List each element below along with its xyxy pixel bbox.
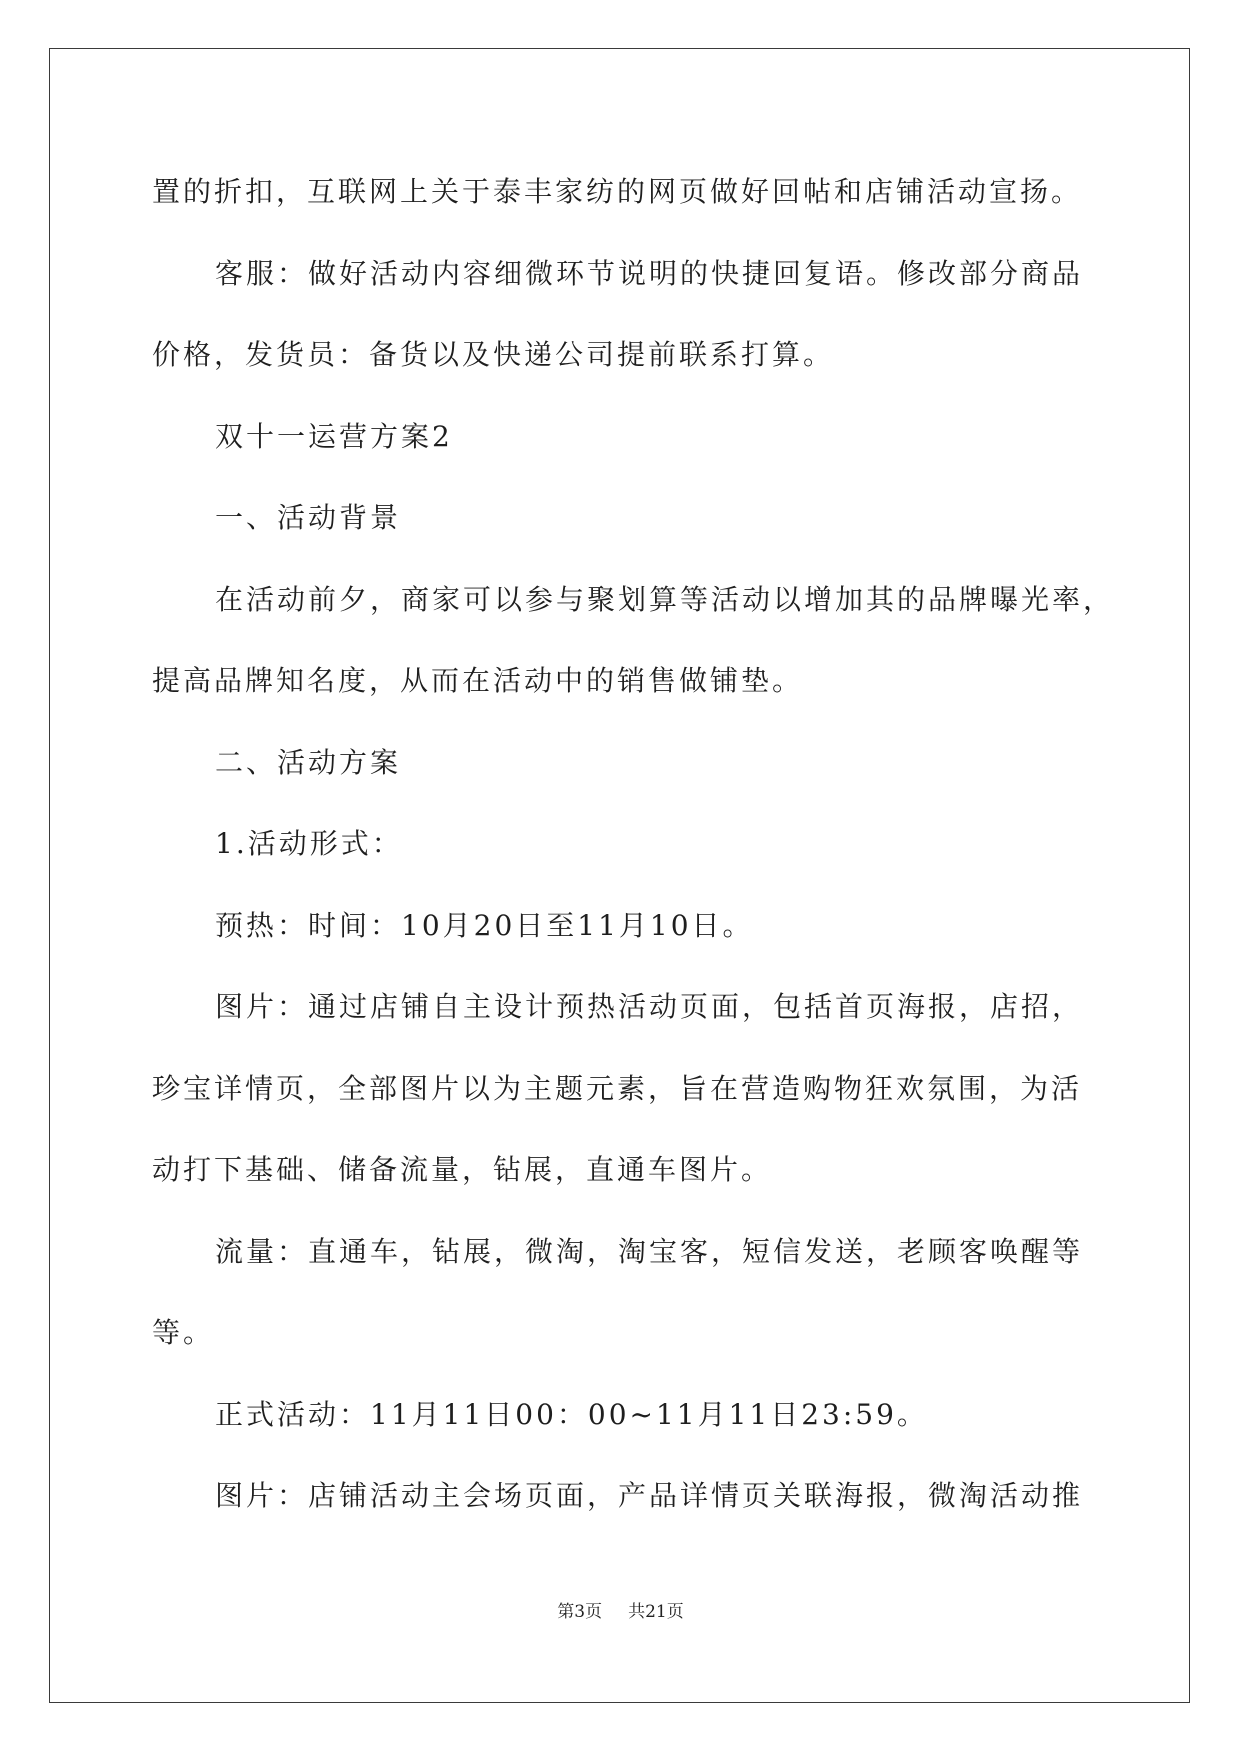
text-line: 客服：做好活动内容细微环节说明的快捷回复语。修改部分商品 — [215, 256, 1084, 290]
text-line: 提高品牌知名度，从而在活动中的销售做铺垫。 — [152, 664, 804, 697]
page-number: 第3页 — [557, 1602, 603, 1622]
page-footer — [0, 1598, 1241, 1626]
text-line: 图片：通过店铺自主设计预热活动页面，包括首页海报，店招， — [215, 990, 1084, 1023]
text-line: 预热：时间：10月20日至11月10日。 — [215, 908, 754, 942]
text-line: 正式活动：11月11日00：00~11月11日23:59。 — [215, 1397, 928, 1431]
text-line: 置的折扣，互联网上关于泰丰家纺的网页做好回帖和店铺活动宣扬。 — [152, 175, 1083, 208]
heading: 二、活动方案 — [215, 745, 402, 779]
text-line: 珍宝详情页，全部图片以为主题元素，旨在营造购物狂欢氛围，为活 — [152, 1071, 1083, 1105]
text-line: 等。 — [152, 1316, 215, 1349]
page-total: 共21页 — [628, 1602, 684, 1622]
document-body — [0, 151, 1241, 1537]
subheading: 1.活动形式： — [215, 827, 403, 860]
text-line: 动打下基础、储备流量，钻展，直通车图片。 — [152, 1153, 773, 1186]
section-title: 双十一运营方案2 — [215, 419, 453, 453]
text-line: 价格，发货员：备货以及快递公司提前联系打算。 — [152, 338, 835, 371]
text-line: 在活动前夕，商家可以参与聚划算等活动以增加其的品牌曝光率， — [215, 582, 1115, 616]
heading: 一、活动背景 — [215, 501, 402, 534]
text-line: 流量：直通车，钻展，微淘，淘宝客，短信发送，老顾客唤醒等 — [215, 1234, 1084, 1268]
text-line: 图片：店铺活动主会场页面，产品详情页关联海报，微淘活动推 — [215, 1479, 1084, 1512]
